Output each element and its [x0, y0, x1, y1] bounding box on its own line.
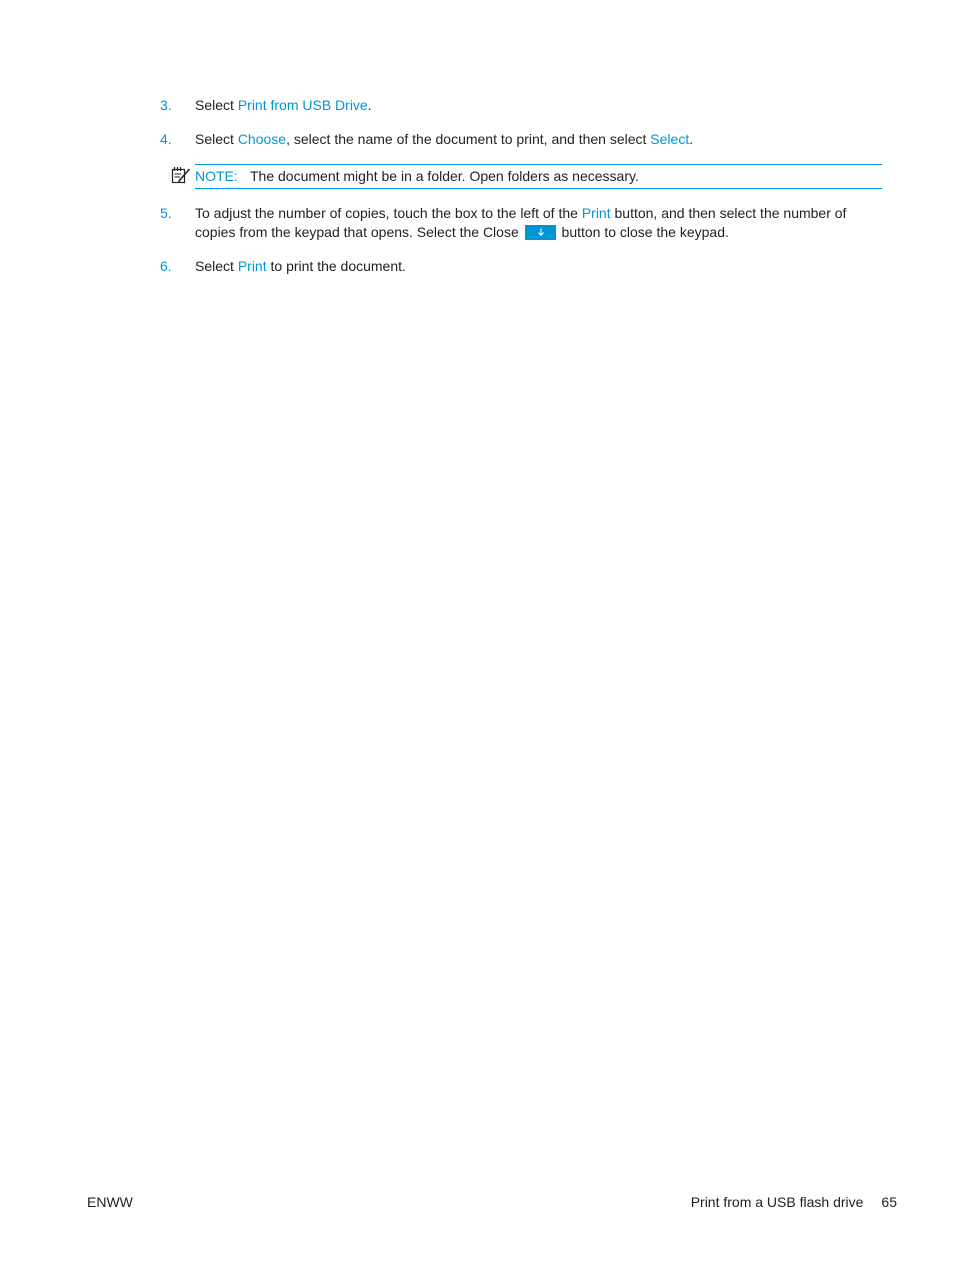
text-span: to print the document.	[266, 258, 406, 274]
text-span: button to close the keypad.	[557, 224, 729, 240]
note-top-rule	[195, 164, 882, 165]
text-span: Select	[195, 131, 238, 147]
step-number: 5.	[160, 205, 172, 221]
note-pencil-icon	[171, 166, 191, 184]
print-link[interactable]: Print	[581, 205, 611, 221]
text-span: .	[367, 97, 372, 113]
step-number: 4.	[160, 131, 172, 147]
step-number: 3.	[160, 97, 172, 113]
note-box	[170, 164, 882, 188]
step-text	[195, 204, 882, 242]
text-span: Select	[195, 97, 238, 113]
text-span: , select the name of the document to print, and then select	[286, 131, 651, 147]
note-text: The document might be in a folder. Open folders as necessary.	[250, 168, 639, 184]
print-from-usb-drive-link[interactable]: Print from USB Drive	[237, 97, 368, 113]
footer-section-title: Print from a USB flash drive	[690, 1194, 864, 1210]
step-text	[195, 96, 882, 115]
note-label: NOTE:	[195, 168, 238, 184]
footer-left-label: ENWW	[87, 1194, 133, 1210]
text-span: Select	[195, 258, 238, 274]
note-bottom-rule	[195, 188, 882, 189]
footer-right	[691, 1194, 897, 1211]
page-number: 65	[881, 1194, 897, 1210]
text-span: To adjust the number of copies, touch the box to the left of the	[195, 205, 582, 221]
text-span: .	[689, 131, 694, 147]
choose-link[interactable]: Choose	[237, 131, 287, 147]
print-link[interactable]: Print	[237, 258, 267, 274]
step-text	[195, 130, 882, 149]
step-number: 6.	[160, 258, 172, 274]
close-keypad-icon[interactable]	[525, 225, 556, 240]
text-span: button, and then select the number of copies from the keypad that opens. Select the Close	[195, 205, 847, 240]
step-text	[195, 257, 882, 276]
select-link[interactable]: Select	[650, 131, 690, 147]
